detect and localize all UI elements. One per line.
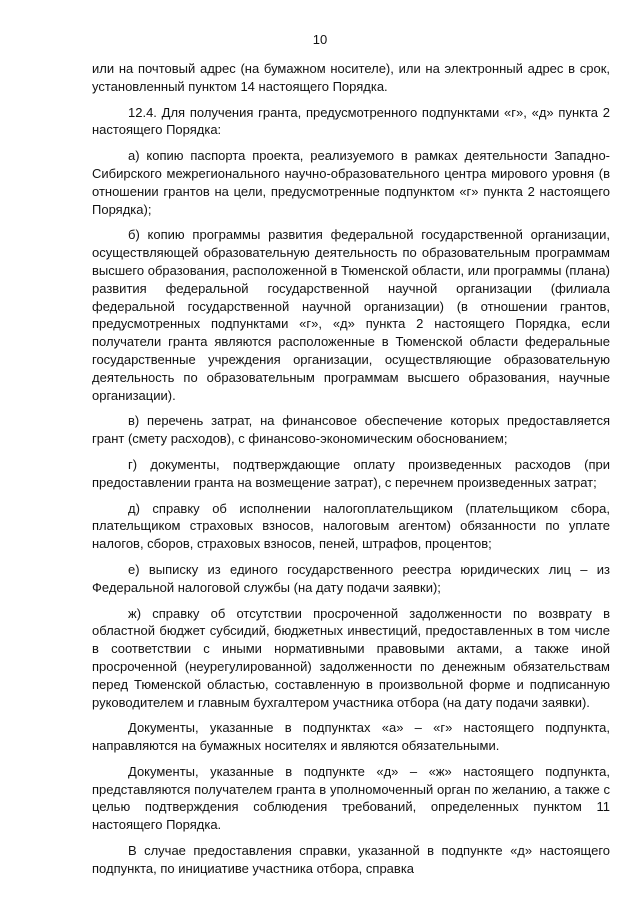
paragraph-item-e: е) выписку из единого государственного реестра юридических лиц – из Федеральной налоговой службы (на дату подачи заявки);	[92, 561, 610, 595]
paragraph-item-b: б) копию программы развития федеральной государственной организации, осуществляющей образовательную деятельность по образовательным программам высшего образования, расположенной в Тюменской области, или программы (плана) развития федеральной государственной научной организации (филиала федеральной государственной научной организации) (в отношении грантов, предусмотренных подпунктами «г», «д» пункта 2 настоящего Порядка, если получатели гранта являются расположенные в Тюменской области федеральные государственные учреждения организации, осуществляющие образовательную деятельность по образовательным программам высшего образования, научные организации).	[92, 227, 610, 403]
paragraph-continuation: или на почтовый адрес (на бумажном носителе), или на электронный адрес в срок, установленный пунктом 14 настоящего Порядка.	[92, 61, 610, 94]
document-body	[92, 60, 610, 886]
page-number: 10	[312, 32, 328, 47]
paragraph-item-a: а) копию паспорта проекта, реализуемого в рамках деятельности Западно-Сибирского межрегионального научно-образовательного центра мирового уровня (в отношении грантов на цели, предусмотренные подпунктом «г» пункта 2 настоящего Порядка);	[92, 148, 610, 217]
paragraph-certificate-case: В случае предоставления справки, указанной в подпункте «д» настоящего подпункта, по инициативе участника отбора, справка	[92, 843, 610, 876]
paragraph-12-4: 12.4. Для получения гранта, предусмотренного подпунктами «г», «д» пункта 2 настоящего Порядка:	[92, 104, 610, 138]
paragraph-item-d: д) справку об исполнении налогоплательщиком (плательщиком сбора, плательщиком страховых взносов, налоговым агентом) обязанности по уплате налогов, сборов, страховых взносов, пеней, штрафов, процентов;	[92, 500, 610, 552]
paragraph-item-zh: ж) справку об отсутствии просроченной задолженности по возврату в областной бюджет субсидий, бюджетных инвестиций, предоставленных в том числе в соответствии с иными нормативными правовыми актами, а также иной просроченной (неурегулированной) задолженности по денежным обязательствам перед Тюменской областью, составленную в произвольной форме и подписанную руководителем и главным бухгалтером участника отбора (на дату подачи заявки).	[92, 605, 610, 710]
paragraph-item-v: в) перечень затрат, на финансовое обеспечение которых предоставляется грант (смету расходов), с финансово-экономическим обоснованием;	[92, 413, 610, 447]
paragraph-optional-docs: Документы, указанные в подпункте «д» – «ж» настоящего подпункта, представляются получателем гранта в уполномоченный орган по желанию, а также с целью подтверждения соблюдения требований, определенных пунктом 11 настоящего Порядка.	[92, 763, 610, 833]
paragraph-item-g: г) документы, подтверждающие оплату произведенных расходов (при предоставлении гранта на возмещение затрат), с перечнем произведенных затрат;	[92, 456, 610, 490]
paragraph-mandatory-docs: Документы, указанные в подпунктах «а» – «г» настоящего подпункта, направляются на бумажных носителях и являются обязательными.	[92, 720, 610, 754]
